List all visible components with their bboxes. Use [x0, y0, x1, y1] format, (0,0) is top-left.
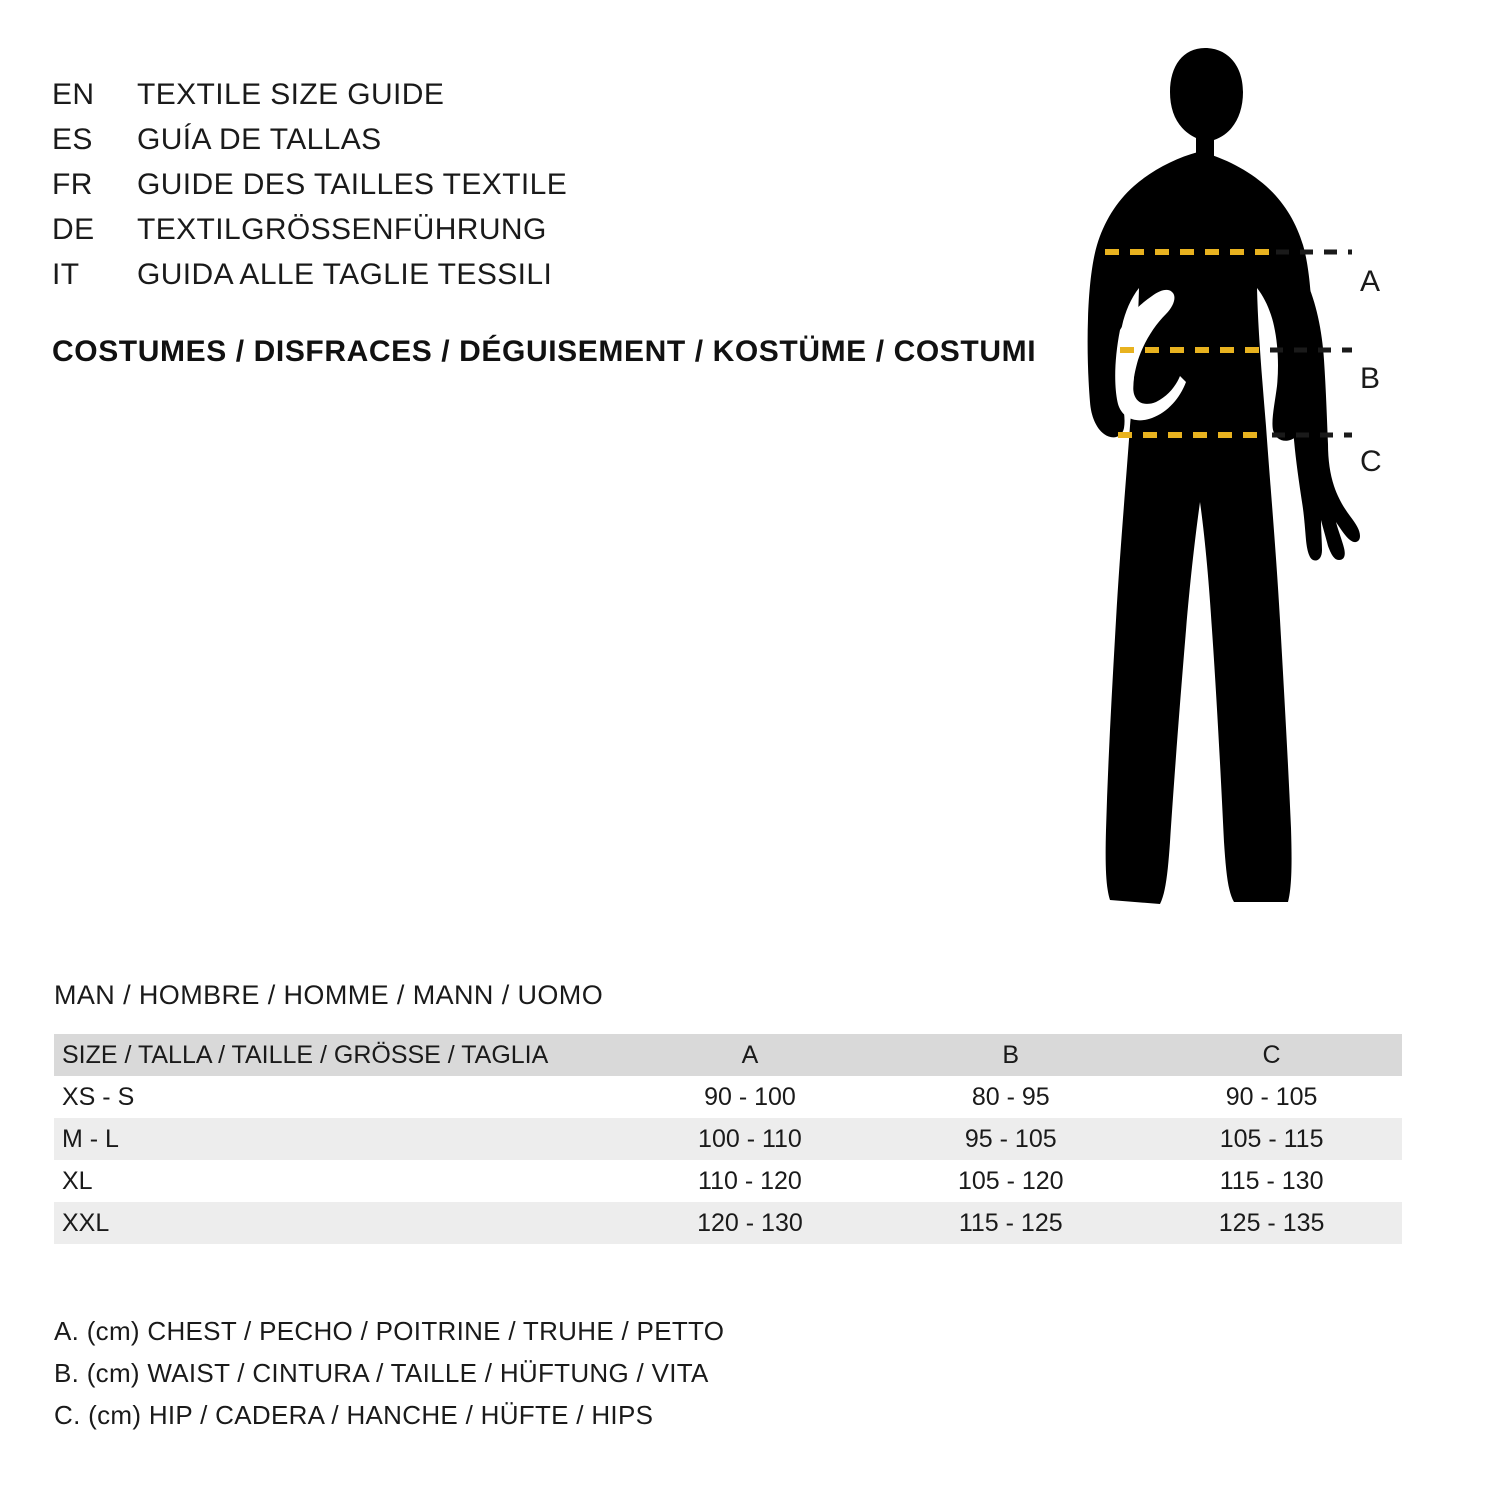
measurement-legend [54, 1310, 954, 1436]
language-row-it [52, 252, 752, 297]
cell-b: 105 - 120 [957, 1166, 1064, 1195]
language-text-es: GUÍA DE TALLAS [137, 123, 382, 156]
size-table [54, 1034, 1402, 1244]
cell-a: 120 - 130 [697, 1208, 803, 1237]
language-code-fr: FR [52, 168, 93, 201]
cell-c: 115 - 130 [1219, 1166, 1324, 1195]
measurement-label-b: B [1360, 362, 1381, 395]
language-row-es [52, 117, 752, 162]
cell-size: M - L [62, 1124, 119, 1153]
table-body [54, 1076, 1402, 1244]
language-text-en: TEXTILE SIZE GUIDE [137, 78, 445, 111]
cell-size: XS - S [62, 1082, 135, 1111]
man-silhouette-icon [1000, 30, 1460, 930]
table-row [54, 1160, 1402, 1202]
table-row [54, 1202, 1402, 1244]
language-text-it: GUIDA ALLE TAGLIE TESSILI [137, 258, 553, 291]
column-header-b: B [880, 1034, 1141, 1076]
cell-c: 90 - 105 [1225, 1082, 1318, 1111]
cell-c: 105 - 115 [1219, 1124, 1324, 1153]
column-header-size: SIZE / TALLA / TAILLE / GRÖSSE / TAGLIA [54, 1034, 620, 1076]
language-text-fr: GUIDE DES TAILLES TEXTILE [137, 168, 568, 201]
legend-item-b: B. (cm) WAIST / CINTURA / TAILLE / HÜFTUNG / VITA [54, 1358, 709, 1388]
cell-b: 80 - 95 [971, 1082, 1050, 1111]
language-code-es: ES [52, 123, 93, 156]
table-caption: MAN / HOMBRE / HOMME / MANN / UOMO [54, 980, 604, 1010]
legend-item-a: A. (cm) CHEST / PECHO / POITRINE / TRUHE / PETTO [54, 1316, 725, 1346]
page-title: COSTUMES / DISFRACES / DÉGUISEMENT / KOSTÜME / COSTUMI [52, 335, 1037, 368]
language-code-de: DE [52, 213, 95, 246]
cell-b: 95 - 105 [964, 1124, 1057, 1153]
table-header [54, 1034, 1402, 1076]
language-list [52, 72, 752, 297]
measurement-label-c: C [1360, 445, 1382, 478]
table-row [54, 1118, 1402, 1160]
body-measurement-figure [1000, 30, 1460, 930]
language-row-de [52, 207, 752, 252]
cell-size: XXL [62, 1208, 110, 1237]
language-code-it: IT [52, 258, 80, 291]
language-row-en [52, 72, 752, 117]
cell-a: 110 - 120 [698, 1166, 802, 1195]
column-header-c: C [1141, 1034, 1402, 1076]
table-row [54, 1076, 1402, 1118]
cell-a: 90 - 100 [704, 1082, 796, 1111]
legend-item-c: C. (cm) HIP / CADERA / HANCHE / HÜFTE / HIPS [54, 1400, 654, 1430]
cell-a: 100 - 110 [698, 1124, 802, 1153]
table-header-row [54, 1034, 1402, 1076]
column-header-a: A [620, 1034, 881, 1076]
language-text-de: TEXTILGRÖSSENFÜHRUNG [137, 213, 547, 246]
cell-b: 115 - 125 [958, 1208, 1063, 1237]
language-row-fr [52, 162, 752, 207]
cell-c: 125 - 135 [1218, 1208, 1325, 1237]
language-code-en: EN [52, 78, 95, 111]
measurement-label-a: A [1360, 265, 1381, 298]
cell-size: XL [62, 1166, 93, 1195]
